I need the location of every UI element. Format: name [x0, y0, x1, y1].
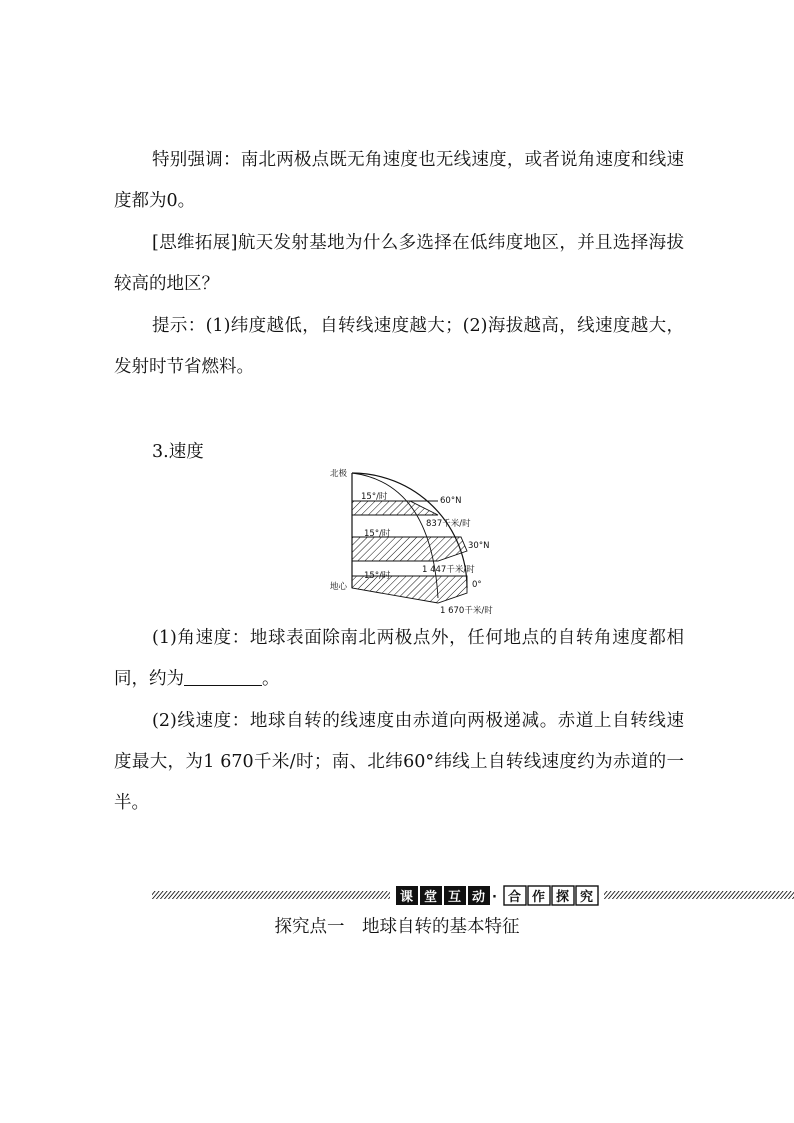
- answer-blank: [184, 669, 262, 686]
- band-60n: [352, 501, 438, 515]
- label-north-pole: 北极: [330, 469, 348, 479]
- banner-stripe-left: [152, 891, 390, 899]
- label-lat-60: 60°N: [440, 496, 462, 506]
- svg-text:作: 作: [532, 890, 546, 905]
- note-paragraph: 特别强调：南北两极点既无角速度也无线速度，或者说角速度和线速度都为0。: [114, 150, 684, 211]
- svg-text:合: 合: [508, 890, 522, 905]
- svg-text:动: 动: [472, 890, 486, 905]
- earth-rotation-speed-diagram: [326, 465, 516, 617]
- label-speed-60: 837千米/时: [426, 519, 471, 529]
- hint-paragraph: 提示：(1)纬度越低，自转线速度越大；(2)海拔越高，线速度越大，发射时节省燃料。: [114, 316, 684, 377]
- banner-part2: [504, 886, 598, 905]
- label-angle-0: 15°/时: [364, 571, 391, 581]
- svg-text:堂: 堂: [424, 890, 438, 905]
- section-title: 探究点一 地球自转的基本特征: [274, 917, 520, 937]
- thinking-extension-paragraph: [思维拓展]航天发射基地为什么多选择在低纬度地区，并且选择海拔较高的地区？: [114, 233, 684, 294]
- linear-velocity-paragraph: (2)线速度：地球自转的线速度由赤道向两极递减。赤道上自转线速度最大，为1 670千米/时；南、北纬60°纬线上自转线速度约为赤道的一半。: [114, 711, 684, 813]
- label-speed-30: 1 447千米/时: [422, 565, 475, 575]
- label-lat-0: 0°: [472, 580, 482, 590]
- speed-heading: 3.速度: [152, 442, 204, 462]
- angular-velocity-text: (1)角速度：地球表面除南北两极点外，任何地点的自转角速度都相同，约为: [114, 628, 684, 689]
- label-angle-30: 15°/时: [364, 529, 391, 539]
- angular-velocity-end: 。: [262, 669, 280, 689]
- band-30n: [352, 537, 467, 561]
- section-banner: [152, 884, 794, 906]
- svg-text:课: 课: [400, 890, 414, 905]
- banner-stripe-right: [604, 891, 794, 899]
- svg-text:探: 探: [556, 890, 570, 905]
- banner-dot: ·: [492, 890, 497, 905]
- label-earth-center: 地心: [330, 582, 348, 592]
- svg-text:究: 究: [580, 890, 594, 905]
- label-speed-0: 1 670千米/时: [440, 606, 493, 616]
- label-lat-30: 30°N: [468, 541, 490, 551]
- svg-text:互: 互: [448, 890, 462, 905]
- banner-part1: [396, 886, 490, 905]
- label-angle-60: 15°/时: [361, 492, 388, 502]
- angular-velocity-paragraph: [114, 618, 684, 700]
